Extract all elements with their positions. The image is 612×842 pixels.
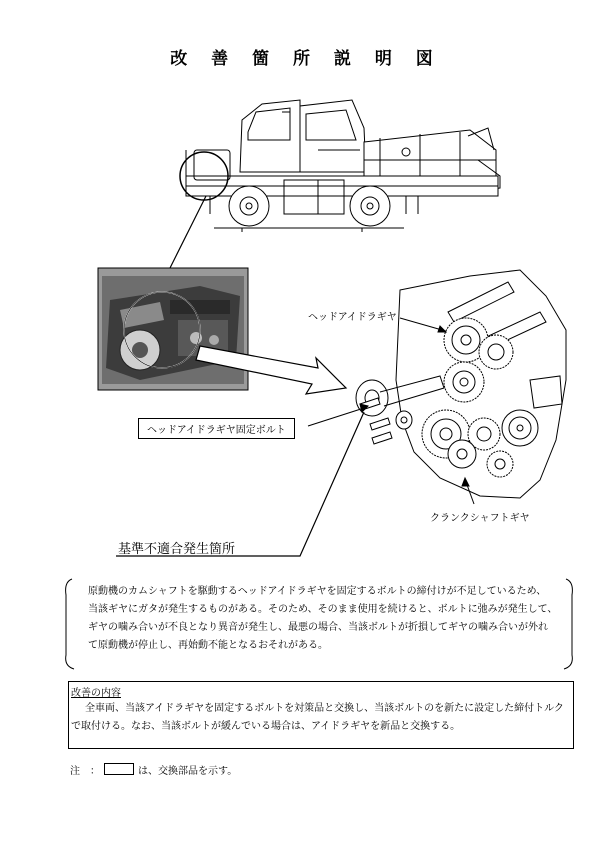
improvement-text: 全車両、当該アイドラギヤを固定するボルトを対策品と交換し、当該ボルトのを新たに設定した締付トルクで取付ける。なお、当該ボルトが緩んでいる場合は、アイドラギヤを新品と交換する。 — [71, 703, 564, 732]
improvement-heading: 改善の内容 — [71, 688, 121, 699]
gear-train-drawing — [356, 270, 566, 498]
label-crankshaft-gear: クランクシャフトギヤ — [430, 513, 530, 524]
label-nonconformity: 基準不適合発生箇所 — [118, 542, 236, 557]
note-prefix: 注 ： — [70, 766, 100, 777]
note-legend-box — [104, 763, 134, 775]
description-line: ギヤの噛み合いが不良となり異音が発生し、最悪の場合、当該ボルトが折損してギヤの噛み合いが外れ — [88, 622, 548, 633]
label-head-idler-bolt: ヘッドアイドラギヤ固定ボルト — [138, 418, 295, 439]
note-suffix: は、交換部品を示す。 — [138, 766, 238, 777]
label-head-idler-gear: ヘッドアイドラギヤ — [308, 312, 397, 323]
engine-photo — [98, 268, 248, 390]
crane-vehicle-drawing — [180, 100, 500, 232]
description-text — [88, 583, 558, 655]
page-title: 改 善 箇 所 説 明 図 — [170, 49, 442, 69]
description-line: 原動機のカムシャフトを駆動するヘッドアイドラギヤを固定するボルトの締付けが不足しているため、 — [88, 586, 547, 597]
description-line: 当該ギヤにガタが発生するものがある。そのため、そのまま使用を続けると、ボルトに弛みが発生して、 — [88, 604, 558, 615]
description-line: て原動機が停止し、再始動不能となるおそれがある。 — [88, 640, 328, 651]
